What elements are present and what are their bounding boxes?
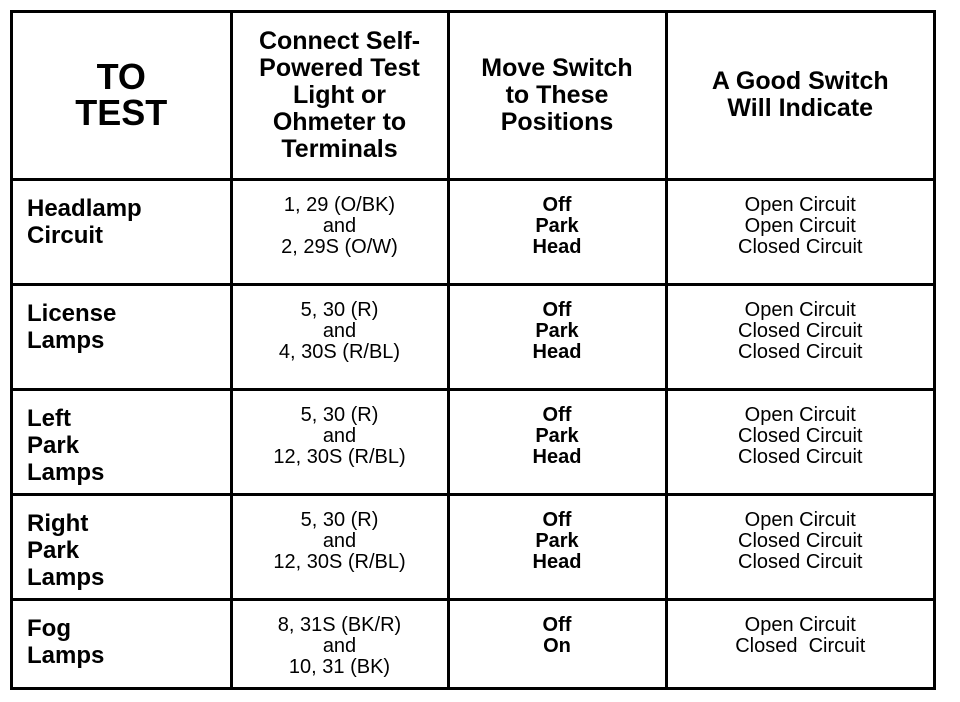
position-line: Park — [535, 319, 579, 342]
header-to-test-line: TO — [96, 56, 146, 98]
row-positions — [448, 179, 666, 284]
position-line: Park — [535, 425, 579, 448]
header-move-line: Positions — [500, 107, 614, 136]
row-test-name — [13, 179, 231, 284]
position-line: Head — [532, 235, 582, 258]
row-terminals — [231, 495, 448, 600]
position-line: Head — [532, 446, 582, 469]
row-positions — [448, 495, 666, 600]
result-line: Closed Circuit — [735, 635, 866, 658]
header-to-test-line: TEST — [75, 92, 168, 134]
row-results — [666, 284, 933, 389]
result-line: Open Circuit — [744, 509, 856, 532]
table-row — [13, 600, 933, 687]
header-good-line: A Good Switch — [711, 67, 889, 96]
header-connect-terminals — [231, 13, 448, 179]
position-line: Head — [532, 340, 582, 363]
table-row — [13, 390, 933, 495]
switch-test-grid — [13, 13, 933, 687]
row-test-name — [13, 600, 231, 687]
row-test-name-line: Circuit — [27, 221, 104, 249]
row-test-name-line: Lamps — [27, 326, 105, 354]
position-line: Head — [532, 551, 582, 574]
position-line: Off — [542, 193, 572, 216]
header-move-line: Move Switch — [481, 53, 633, 82]
result-line: Open Circuit — [744, 193, 856, 216]
row-test-name-line: Right — [27, 510, 89, 538]
row-results — [666, 179, 933, 284]
result-line: Open Circuit — [744, 298, 856, 321]
row-results — [666, 495, 933, 600]
row-results — [666, 390, 933, 495]
row-positions — [448, 390, 666, 495]
result-line: Closed Circuit — [738, 425, 863, 448]
header-move-switch — [448, 13, 666, 179]
result-line: Closed Circuit — [738, 530, 863, 553]
row-terminals — [231, 179, 448, 284]
terminal-line: 5, 30 (R) — [300, 298, 379, 321]
terminal-line: 5, 30 (R) — [300, 509, 379, 532]
result-line: Open Circuit — [744, 614, 856, 637]
position-line: Off — [542, 614, 572, 637]
header-row — [13, 13, 933, 179]
terminal-line: 5, 30 (R) — [300, 404, 379, 427]
header-connect-line: Powered Test — [259, 53, 420, 82]
header-move-line: to These — [505, 80, 609, 109]
header-connect-line: Terminals — [281, 134, 398, 163]
terminal-line: and — [322, 530, 357, 553]
terminal-line: and — [322, 425, 357, 448]
position-line: Park — [535, 214, 579, 237]
row-terminals — [231, 390, 448, 495]
row-test-name-line: Park — [27, 432, 80, 460]
row-positions — [448, 284, 666, 389]
position-line: Off — [542, 298, 572, 321]
row-terminals — [231, 284, 448, 389]
table-row — [13, 284, 933, 389]
row-test-name-line: Park — [27, 537, 80, 565]
row-test-name-line: Left — [27, 405, 71, 433]
row-terminals — [231, 600, 448, 687]
position-line: Off — [542, 509, 572, 532]
terminal-line: 2, 29S (O/W) — [281, 235, 398, 258]
position-line: On — [543, 635, 571, 658]
header-good-switch — [666, 13, 933, 179]
row-test-name — [13, 284, 231, 389]
table-row — [13, 495, 933, 600]
terminal-line: 4, 30S (R/BL) — [278, 340, 401, 363]
terminal-line: 1, 29 (O/BK) — [283, 193, 396, 216]
terminal-line: 12, 30S (R/BL) — [273, 446, 406, 469]
terminal-line: 12, 30S (R/BL) — [273, 551, 406, 574]
header-connect-line: Connect Self- — [258, 26, 421, 55]
result-line: Closed Circuit — [738, 319, 863, 342]
header-connect-line: Ohmeter to — [272, 107, 407, 136]
position-line: Off — [542, 404, 572, 427]
row-test-name — [13, 495, 231, 600]
result-line: Open Circuit — [744, 214, 856, 237]
result-line: Open Circuit — [744, 404, 856, 427]
position-line: Park — [535, 530, 579, 553]
header-to-test — [13, 13, 231, 179]
result-line: Closed Circuit — [738, 340, 863, 363]
header-good-line: Will Indicate — [727, 94, 874, 123]
table-row — [13, 179, 933, 284]
terminal-line: 10, 31 (BK) — [288, 656, 391, 679]
terminal-line: and — [322, 319, 357, 342]
row-test-name-line: Lamps — [27, 642, 105, 670]
row-positions — [448, 600, 666, 687]
row-results — [666, 600, 933, 687]
terminal-line: and — [322, 214, 357, 237]
row-test-name-line: Lamps — [27, 459, 105, 487]
row-test-name — [13, 390, 231, 495]
row-test-name-line: Headlamp — [27, 194, 142, 222]
header-connect-line: Light or — [292, 80, 387, 109]
switch-test-table — [10, 10, 936, 690]
row-test-name-line: License — [27, 299, 117, 327]
terminal-line: 8, 31S (BK/R) — [277, 614, 402, 637]
row-test-name-line: Fog — [27, 615, 71, 643]
result-line: Closed Circuit — [738, 446, 863, 469]
row-test-name-line: Lamps — [27, 564, 105, 592]
terminal-line: and — [322, 635, 357, 658]
result-line: Closed Circuit — [738, 551, 863, 574]
result-line: Closed Circuit — [738, 235, 863, 258]
